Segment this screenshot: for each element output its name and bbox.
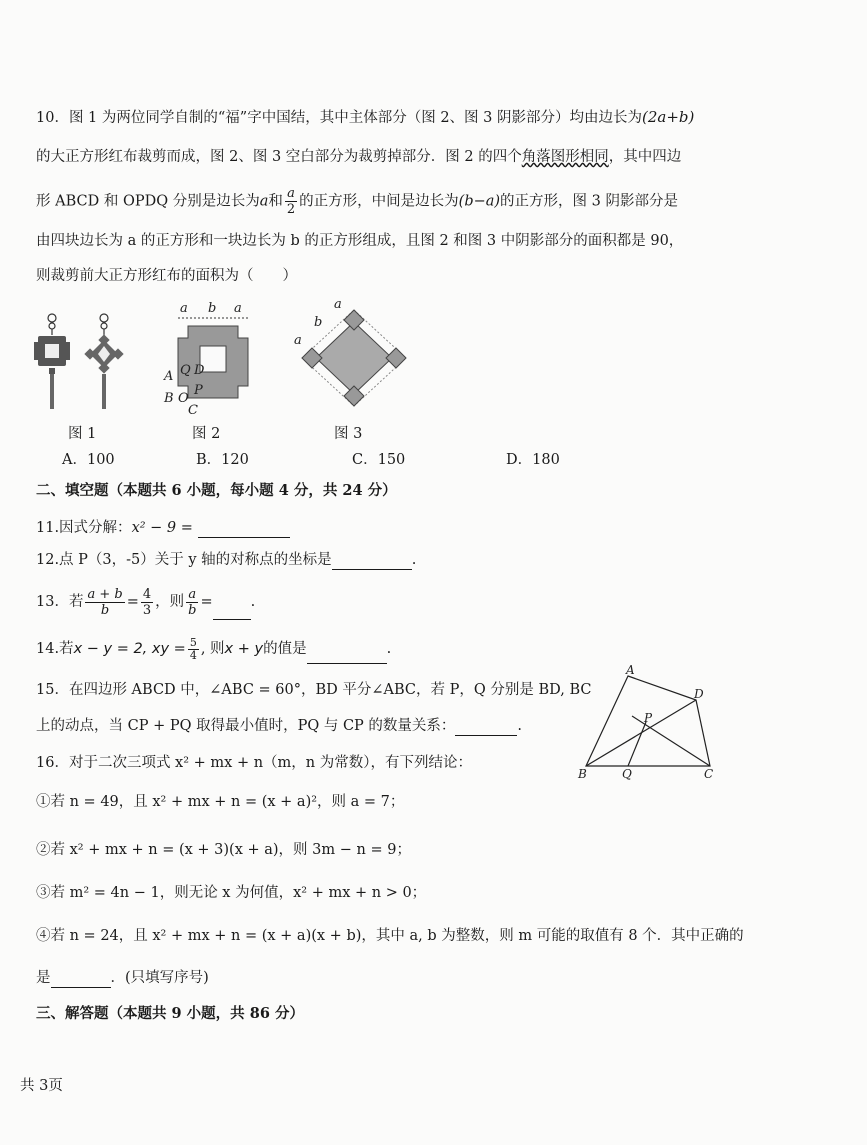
q16-conclusion-2: ②若 x² + mx + n = (x + 3)(x + a)，则 3m − n = 9；	[36, 842, 411, 858]
fig2-label-a-right: a	[234, 301, 242, 316]
fig2-label-P: P	[194, 383, 203, 398]
q10-and: 和	[268, 193, 283, 210]
q10-underlined-text: 角落图形相同	[521, 149, 609, 165]
q15-label-B: B	[578, 767, 587, 780]
q11-expr: x² − 9 =	[131, 520, 193, 536]
q16-line1: 16．对于二次三项式 x² + mx + n（m，n 为常数），有下列结论：	[36, 755, 472, 771]
figure-2-square-cutout	[160, 298, 260, 418]
q12	[36, 550, 416, 570]
q16-conclusion-4: ④若 n = 24，且 x² + mx + n = (x + a)(x + b)，其中 a, b 为整数，则 m 可能的取值有 8 个．其中正确的	[36, 928, 744, 944]
q16-answer-suffix: ．(只填写序号)	[110, 970, 209, 986]
fig3-label-a-left: a	[294, 333, 302, 348]
fig2-label-b: b	[208, 301, 217, 316]
q14-end: .	[386, 641, 392, 657]
figure-3-rotated-square	[288, 296, 418, 416]
q10-line3-text: 形 ABCD 和 OPDQ 分别是边长为	[36, 193, 260, 210]
option-c: C．150	[352, 452, 406, 468]
fig2-label-B: B	[164, 391, 174, 406]
q10-var-a: a	[259, 193, 269, 210]
q15-label-P: P	[644, 711, 653, 725]
q10-line2-end: ，其中四边	[608, 149, 682, 165]
q15-line1: 15．在四边形 ABCD 中，∠ABC = 60°，BD 平分∠ABC，若 P，Q 分别是 BD, BC	[36, 682, 592, 698]
q10-line3	[36, 186, 678, 217]
frac-num: a	[285, 186, 297, 202]
q15-label-A: A	[626, 663, 635, 677]
q13-frac-a-b	[186, 587, 198, 618]
q14-mid: , 则	[200, 641, 225, 657]
q15-line2-text: 上的动点，当 CP + PQ 取得最小值时，PQ 与 CP 的数量关系：	[36, 718, 456, 734]
q14-frac-5-4	[188, 637, 199, 662]
q13	[36, 584, 255, 620]
q10-line2	[36, 147, 681, 167]
q10-line5: 则裁剪前大正方形红布的面积为（ ）	[36, 268, 297, 284]
frac-den: 2	[286, 202, 296, 217]
q11	[36, 518, 290, 538]
option-b: B．120	[196, 452, 249, 468]
q13-mid: ，则	[155, 594, 185, 610]
q15-answer-blank[interactable]	[455, 719, 517, 736]
q13-pre: 13．若	[36, 594, 84, 610]
frac-num: 5	[189, 635, 197, 649]
fig3-label-b: b	[314, 315, 323, 330]
q14-expr1: x − y = 2, xy =	[73, 641, 186, 657]
option-a: A．100	[62, 452, 115, 468]
q15-label-C: C	[704, 767, 714, 780]
option-d: D．180	[506, 452, 560, 468]
q14-expr2: x + y	[224, 641, 264, 657]
q16-conclusion-1: ①若 n = 49，且 x² + mx + n = (x + a)²，则 a = 7；	[36, 794, 405, 810]
q10-expr-b-a: (b−a)	[458, 193, 501, 210]
q13-answer-blank[interactable]	[213, 603, 251, 620]
fig2-label-A: A	[164, 369, 174, 384]
q14-post: 的值是	[263, 641, 307, 657]
section-3-heading: 三、解答题（本题共 9 小题，共 86 分）	[36, 1005, 304, 1022]
fig2-label-C: C	[188, 403, 198, 418]
q15-end: .	[517, 718, 523, 734]
q10-line1	[36, 107, 694, 128]
figure-1-caption: 图 1	[68, 426, 97, 442]
figure-3-caption: 图 3	[334, 426, 363, 442]
frac-den: b	[100, 602, 110, 618]
q14-pre: 14.若	[36, 641, 74, 657]
fig2-label-D: D	[194, 363, 205, 378]
frac-num: a	[186, 587, 198, 603]
q14-answer-blank[interactable]	[307, 647, 387, 664]
q16-answer-line	[36, 968, 209, 988]
q16-conclusion-3: ③若 m² = 4n − 1，则无论 x 为何值，x² + mx + n > 0；	[36, 885, 427, 901]
q10-line4: 由四块边长为 a 的正方形和一块边长为 b 的正方形组成，且图 2 和图 3 中阴影部分的面积都是 90，	[36, 233, 684, 249]
frac-den: b	[188, 602, 197, 618]
frac-num: a + b	[87, 586, 123, 602]
q10-expr-2a-b: (2a+b)	[642, 108, 695, 126]
fig2-label-O: O	[178, 391, 189, 406]
q13-post: =	[200, 594, 213, 610]
fig3-label-a-top: a	[334, 297, 342, 312]
q10-line2-text: 的大正方形红布裁剪而成，图 2、图 3 空白部分为裁剪掉部分．图 2 的四个	[36, 149, 522, 165]
q10-line3-mid: 的正方形，中间是边长为	[299, 193, 459, 210]
q11-text: 11.因式分解：	[36, 520, 132, 536]
q16-answer-blank[interactable]	[51, 971, 111, 988]
q12-end: .	[411, 552, 417, 568]
frac-num: 4	[142, 586, 152, 602]
q12-answer-blank[interactable]	[332, 553, 412, 570]
q13-eq: =	[126, 594, 139, 610]
q11-answer-blank[interactable]	[198, 521, 290, 538]
page-footer: 共 3页	[20, 1078, 63, 1094]
figure-1-chinese-knots	[30, 312, 130, 417]
q10-frac-a-2	[285, 186, 297, 217]
fig2-label-Q: Q	[180, 363, 191, 378]
q10-line1-text: 10．图 1 为两位同学自制的“福”字中国结，其中主体部分（图 2、图 3 阴影部分）均由边长为	[36, 110, 642, 126]
q13-frac-ab-b	[85, 587, 124, 618]
q12-text: 12.点 P（3，-5）关于 y 轴的对称点的坐标是	[36, 552, 332, 568]
figure-2-caption: 图 2	[192, 426, 221, 442]
fig2-label-a-left: a	[180, 301, 188, 316]
q13-frac-4-3	[141, 587, 153, 618]
q10-line3-end: 的正方形，图 3 阴影部分是	[500, 193, 678, 210]
q16-answer-prefix: 是	[36, 970, 51, 986]
q14	[36, 634, 391, 664]
q13-end: .	[250, 594, 256, 610]
q15-quadrilateral-figure	[572, 662, 732, 780]
q15-label-D: D	[694, 687, 704, 701]
section-2-heading: 二、填空题（本题共 6 小题，每小题 4 分，共 24 分）	[36, 482, 397, 499]
frac-den: 3	[142, 602, 152, 618]
q15-label-Q: Q	[622, 767, 632, 780]
frac-den: 4	[189, 648, 197, 662]
q15-line2	[36, 716, 522, 736]
